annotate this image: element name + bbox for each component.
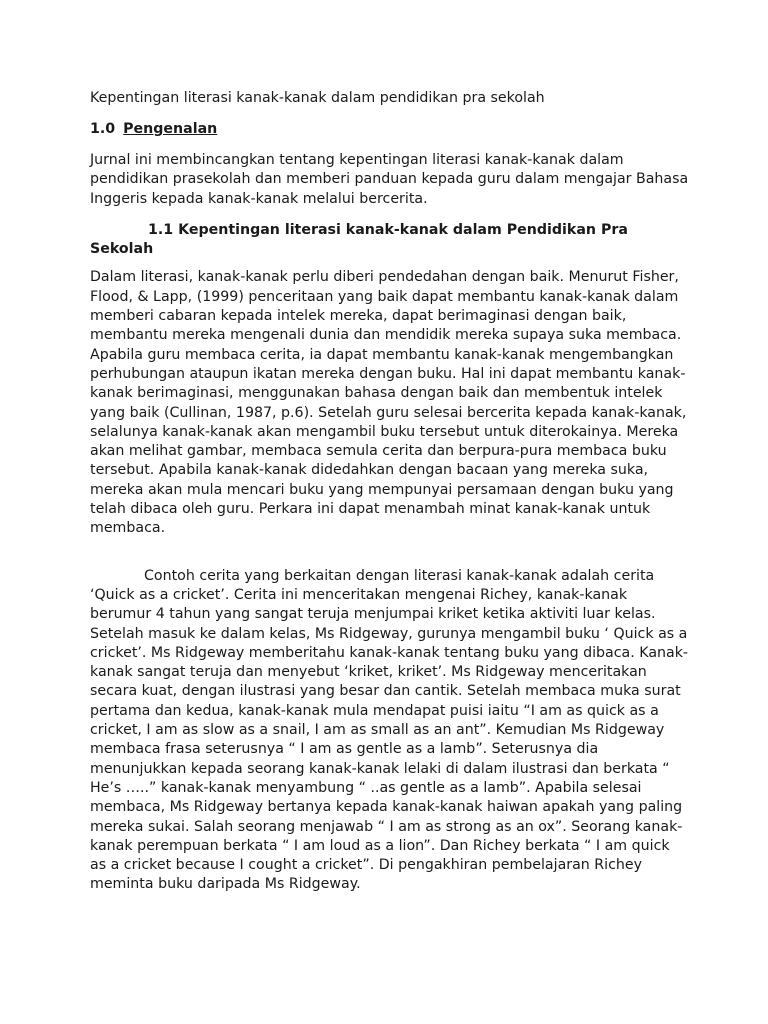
section-heading-pengenalan xyxy=(90,119,684,139)
text-line: secara kuat, dengan ilustrasi yang besar dan cantik. Setelah membaca muka surat xyxy=(90,683,681,700)
text-line: Inggeris kepada kanak-kanak melalui bercerita. xyxy=(90,190,428,207)
heading-line: Sekolah xyxy=(90,241,154,258)
text-line: Apabila guru membaca cerita, ia dapat membantu kanak-kanak mengembangkan xyxy=(90,346,674,363)
section-title: Pengenalan xyxy=(123,121,218,137)
text-line: Dalam literasi, kanak-kanak perlu diberi pendedahan dengan baik. Menurut Fisher, xyxy=(90,269,679,286)
text-line: mereka sukai. Salah seorang menjawab “ I am as strong as an ox”. Seorang kanak- xyxy=(90,818,683,835)
text-line: memberi cabaran kepada intelek mereka, dapat berimaginasi dengan baik, xyxy=(90,308,627,325)
text-line: yang baik (Cullinan, 1987, p.6). Setelah guru selesai bercerita kepada kanak-kanak, xyxy=(90,404,687,421)
text-line: Jurnal ini membincangkan tentang kepentingan literasi kanak-kanak dalam xyxy=(90,152,624,168)
heading-line: 1.1 Kepentingan literasi kanak-kanak dalam Pendidikan Pra xyxy=(148,221,628,238)
document-page xyxy=(90,88,689,895)
text-line: mereka akan mula mencari buku yang mempunyai persamaan dengan buku yang xyxy=(90,481,674,498)
text-line: cricket’. Ms Ridgeway memberitahu kanak-kanak tentang buku yang dibaca. Kanak- xyxy=(90,644,689,661)
text-line: perhubungan ataupun ikatan mereka dengan buku. Hal ini dapat membantu kanak- xyxy=(90,365,686,382)
text-line: kanak sangat teruja dan menyebut ‘kriket, kriket’. Ms Ridgeway menceritakan xyxy=(90,664,647,681)
body-paragraph-1 xyxy=(90,268,687,538)
text-line: tersebut. Apabila kanak-kanak didedahkan dengan bacaan yang mereka suka, xyxy=(90,462,649,479)
text-line: selalunya kanak-kanak akan mengambil buku tersebut untuk diterokainya. Mereka xyxy=(90,423,679,440)
text-line: pertama dan kedua, kanak-kanak mula mendapat puisi iaitu “I am as quick as a xyxy=(90,702,659,719)
text-line: membaca, Ms Ridgeway bertanya kepada kanak-kanak haiwan apakah yang paling xyxy=(90,799,683,816)
text-line: pendidikan prasekolah dan memberi panduan kepada guru dalam mengajar Bahasa xyxy=(90,171,689,188)
text-line: ‘Quick as a cricket’. Cerita ini menceritakan mengenai Richey, kanak-kanak xyxy=(90,586,628,603)
text-line: membaca frasa seterusnya “ I am as gentle as a lamb”. Seterusnya dia xyxy=(90,741,599,758)
text-line: Flood, & Lapp, (1999) penceritaan yang baik dapat membantu kanak-kanak dalam xyxy=(90,288,679,305)
paragraph-spacer xyxy=(90,539,684,567)
text-line: membantu mereka mengenali dunia dan mendidik mereka supaya suka membaca. xyxy=(90,327,682,344)
text-line: kanak berimaginasi, menggunakan bahasa dengan baik dan membentuk intelek xyxy=(90,385,663,402)
text-line: membaca. xyxy=(90,520,166,537)
text-line: as a cricket because I cought a cricket”. Di pengakhiran pembelajaran Richey xyxy=(90,857,643,874)
document-title: Kepentingan literasi kanak-kanak dalam pendidikan pra sekolah xyxy=(90,90,545,106)
text-line: He’s …..” kanak-kanak menyambung “ ..as gentle as a lamb”. Apabila selesai xyxy=(90,779,642,796)
text-line: telah dibaca oleh guru. Perkara ini dapat menambah minat kanak-kanak untuk xyxy=(90,501,651,518)
text-line: cricket, I am as slow as a snail, I am as small as an ant”. Kemudian Ms Ridgeway xyxy=(90,722,665,739)
text-line: menunjukkan kepada seorang kanak-kanak lelaki di dalam ilustrasi dan berkata “ xyxy=(90,760,670,777)
body-paragraph-2 xyxy=(90,567,689,895)
text-line: berumur 4 tahun yang sangat teruja menjumpai kriket ketika aktiviti luar kelas. xyxy=(90,606,656,623)
section-number: 1.0 xyxy=(90,121,116,137)
text-line: akan melihat gambar, membaca semula cerita dan berpura-pura membaca buku xyxy=(90,443,667,460)
text-line: Setelah masuk ke dalam kelas, Ms Ridgeway, gurunya mengambil buku ‘ Quick as a xyxy=(90,625,688,642)
subsection-heading xyxy=(90,221,684,260)
text-line: meminta buku daripada Ms Ridgeway. xyxy=(90,876,361,893)
intro-paragraph xyxy=(90,151,689,209)
text-line: Contoh cerita yang berkaitan dengan literasi kanak-kanak adalah cerita xyxy=(144,567,655,584)
text-line: kanak perempuan berkata “ I am loud as a lion”. Dan Richey berkata “ I am quick xyxy=(90,837,670,854)
